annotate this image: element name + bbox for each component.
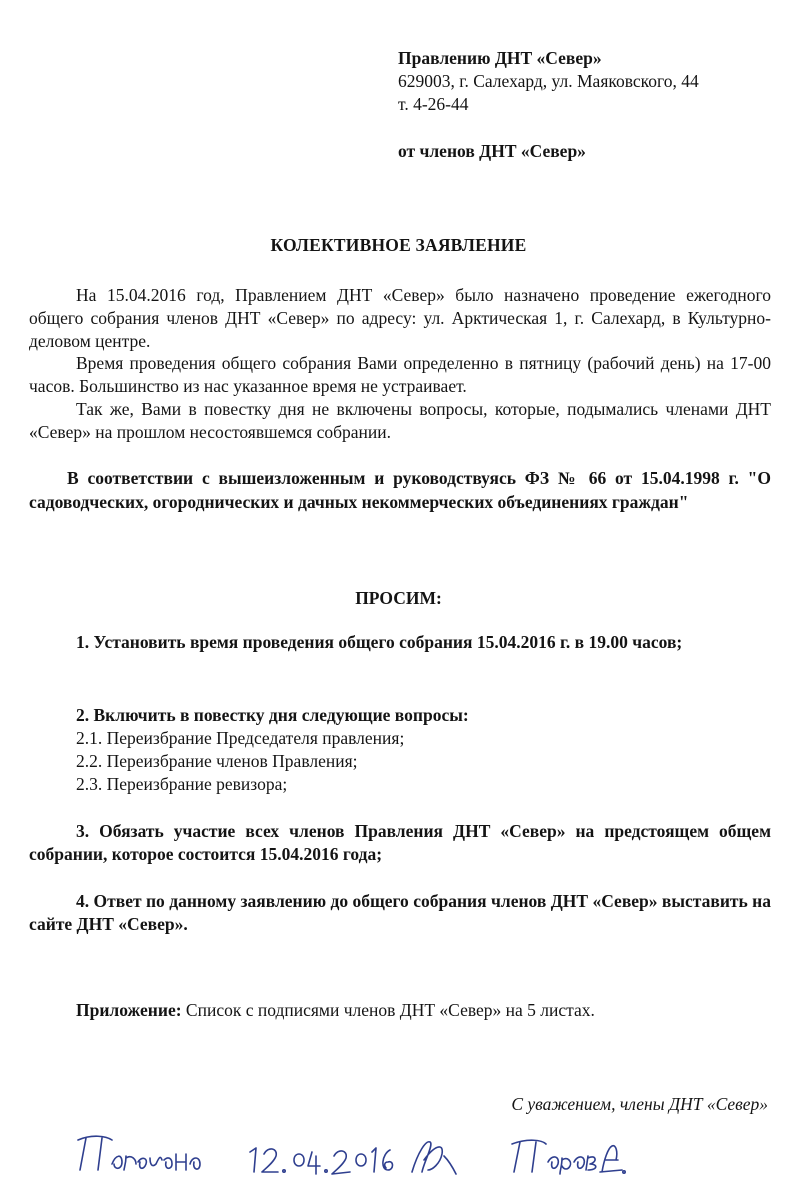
request-subitem: 2.2. Переизбрание членов Правления; [76,751,358,771]
addressee-phone: т. 4-26-44 [398,94,469,114]
sender-line: от членов ДНТ «Север» [398,141,586,161]
request-item-2 [76,704,776,796]
appendix-text: Список с подписями членов ДНТ «Север» на 5 листах. [181,1000,595,1020]
request-text: 3. Обязать участие всех членов Правления ДНТ «Север» на предстоящем общем собрании, которое состоится 15.04.2016 года; [29,821,771,864]
paragraph-text: Так же, Вами в повестку дня не включены вопросы, которые, подымались членами ДНТ «Север» на прошлом несостоявшемся собрании. [29,399,771,442]
paragraph-text: На 15.04.2016 год, Правлением ДНТ «Север» было назначено проведение ежегодного общего собрания членов ДНТ «Север» по адресу: ул. Арктическая 1, г. Салехард, в Культурно-деловом центре. [29,285,771,351]
appendix-label: Приложение: [76,1000,182,1020]
paragraph-text: Время проведения общего собрания Вами определенно в пятницу (рабочий день) на 17-00 часов. Большинство из нас указанное время не устраивает. [29,353,771,396]
addressee-name: Правлению ДНТ «Север» [398,48,602,68]
paragraph-legal-basis [29,466,771,514]
request-item-4 [29,890,771,936]
request-subitem: 2.3. Переизбрание ревизора; [76,774,288,794]
request-item-3 [29,820,771,866]
request-text: 2. Включить в повестку дня следующие вопросы: [76,705,469,725]
request-item-1 [29,631,771,654]
appendix-line [76,999,595,1022]
addressee-block [398,47,778,116]
closing-line: С уважением, члены ДНТ «Север» [511,1094,768,1114]
handwritten-receipt-note [72,1130,632,1190]
paragraph-text: В соответствии с вышеизложенным и руководствуясь ФЗ № 66 от 15.04.1998 г. "О садоводческих, огороднических и дачных некоммерческих объединениях граждан" [29,468,771,512]
addressee-address: 629003, г. Салехард, ул. Маяковского, 44 [398,71,699,91]
paragraph-meeting-time [29,352,771,398]
paragraph-agenda-issue [29,398,771,444]
paragraph-meeting-announcement [29,284,771,353]
request-subitem: 2.1. Переизбрание Председателя правления; [76,728,405,748]
request-heading: ПРОСИМ: [355,588,442,608]
document-title: КОЛЕКТИВНОЕ ЗАЯВЛЕНИЕ [270,235,527,255]
request-text: 1. Установить время проведения общего собрания 15.04.2016 г. в 19.00 часов; [76,632,683,652]
request-text: 4. Ответ по данному заявлению до общего собрания членов ДНТ «Север» выставить на сайте ДНТ «Север». [29,891,771,934]
